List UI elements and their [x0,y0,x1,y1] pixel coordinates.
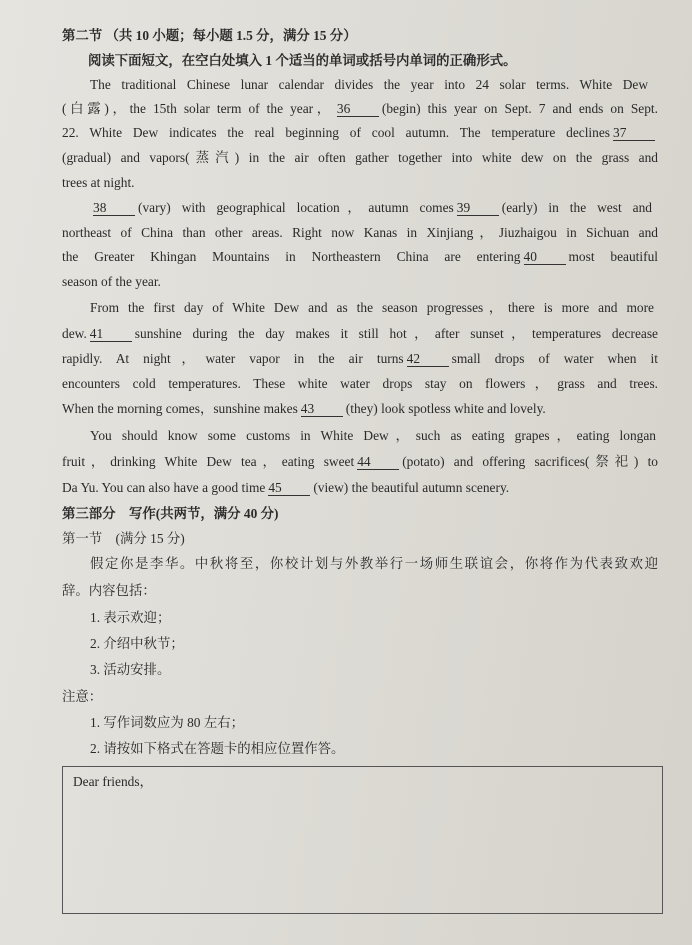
passage-line: The traditional Chinese lunar calendar divides the year into 24 solar terms. White Dew [90,77,648,92]
blank-42: 42 [407,352,449,367]
passage-line: fruit，drinking White Dew tea，eating sweet 44 (potato) and offering sacrifices(祭祀) to [62,454,658,469]
passage-line: northeast of China than other areas. Right now Kanas in Xinjiang，Jiuzhaigou in Sichuan and [62,225,658,240]
content-item: 3. 活动安排。 [90,662,171,677]
answer-box [62,766,663,914]
content-item: 1. 表示欢迎； [90,610,171,625]
writing-prompt: 辞。内容包括： [62,583,156,598]
part3-heading: 第三部分 写作(共两节，满分 40 分) [62,506,279,521]
passage-line: trees at night. [62,175,135,190]
passage-line: Da Yu. You can also have a good time 45 (view) the beautiful autumn scenery. [62,480,510,495]
passage-line: rapidly. At night，water vapor in the air turns 42 small drops of water when it [62,351,658,366]
blank-41: 41 [90,327,132,342]
blank-44: 44 [357,455,399,470]
passage-line: (gradual) and vapors(蒸汽) in the air often gather together into white dew on the grass and [62,150,658,165]
blank-45: 45 [268,481,310,496]
passage-line: (白露)，the 15th solar term of the year， 36 (begin) this year on Sept. 7 and ends on Sept. [62,101,658,116]
part3-subheading: 第一节 (满分 15 分) [62,531,185,546]
writing-prompt: 假定你是李华。中秋将至，你校计划与外教举行一场师生联谊会，你将作为代表致欢迎 [90,556,658,571]
greeting: Dear friends， [73,774,153,789]
blank-38: 38 [93,201,135,216]
content-item: 2. 介绍中秋节； [90,636,184,651]
blank-43: 43 [301,402,343,417]
passage-line: From the first day of White Dew and as the season progresses，there is more and more [90,300,654,315]
section-instruction: 阅读下面短文，在空白处填入 1 个适当的单词或括号内单词的正确形式。 [88,53,517,68]
passage-line: dew. 41 sunshine during the day makes it still hot，after sunset，temperatures decrease [62,326,658,341]
passage-line: You should know some customs in White Dew，such as eating grapes，eating longan [90,428,656,443]
section-heading: 第二节 （共 10 小题；每小题 1.5 分，满分 15 分） [62,28,357,43]
passage-line: season of the year. [62,274,161,289]
blank-36: 36 [337,102,379,117]
note-item: 1. 写作词数应为 80 左右； [90,715,244,730]
passage-line: 22. White Dew indicates the real beginning of cool autumn. The temperature declines 37 [62,124,658,142]
blank-40: 40 [524,250,566,265]
note-item: 2. 请按如下格式在答题卡的相应位置作答。 [90,741,345,756]
passage-line: When the morning comes，sunshine makes 43 (they) look spotless white and lovely. [62,401,546,416]
passage-line: the Greater Khingan Mountains in Northeastern China are entering 40 most beautiful [62,249,658,264]
note-label: 注意： [62,689,103,704]
blank-39: 39 [457,201,499,216]
passage-line: 38 (vary) with geographical location，autumn comes 39 (early) in the west and [93,200,652,215]
passage-line: encounters cold temperatures. These white water drops stay on flowers，grass and trees. [62,376,658,391]
blank-37: 37 [613,126,655,141]
